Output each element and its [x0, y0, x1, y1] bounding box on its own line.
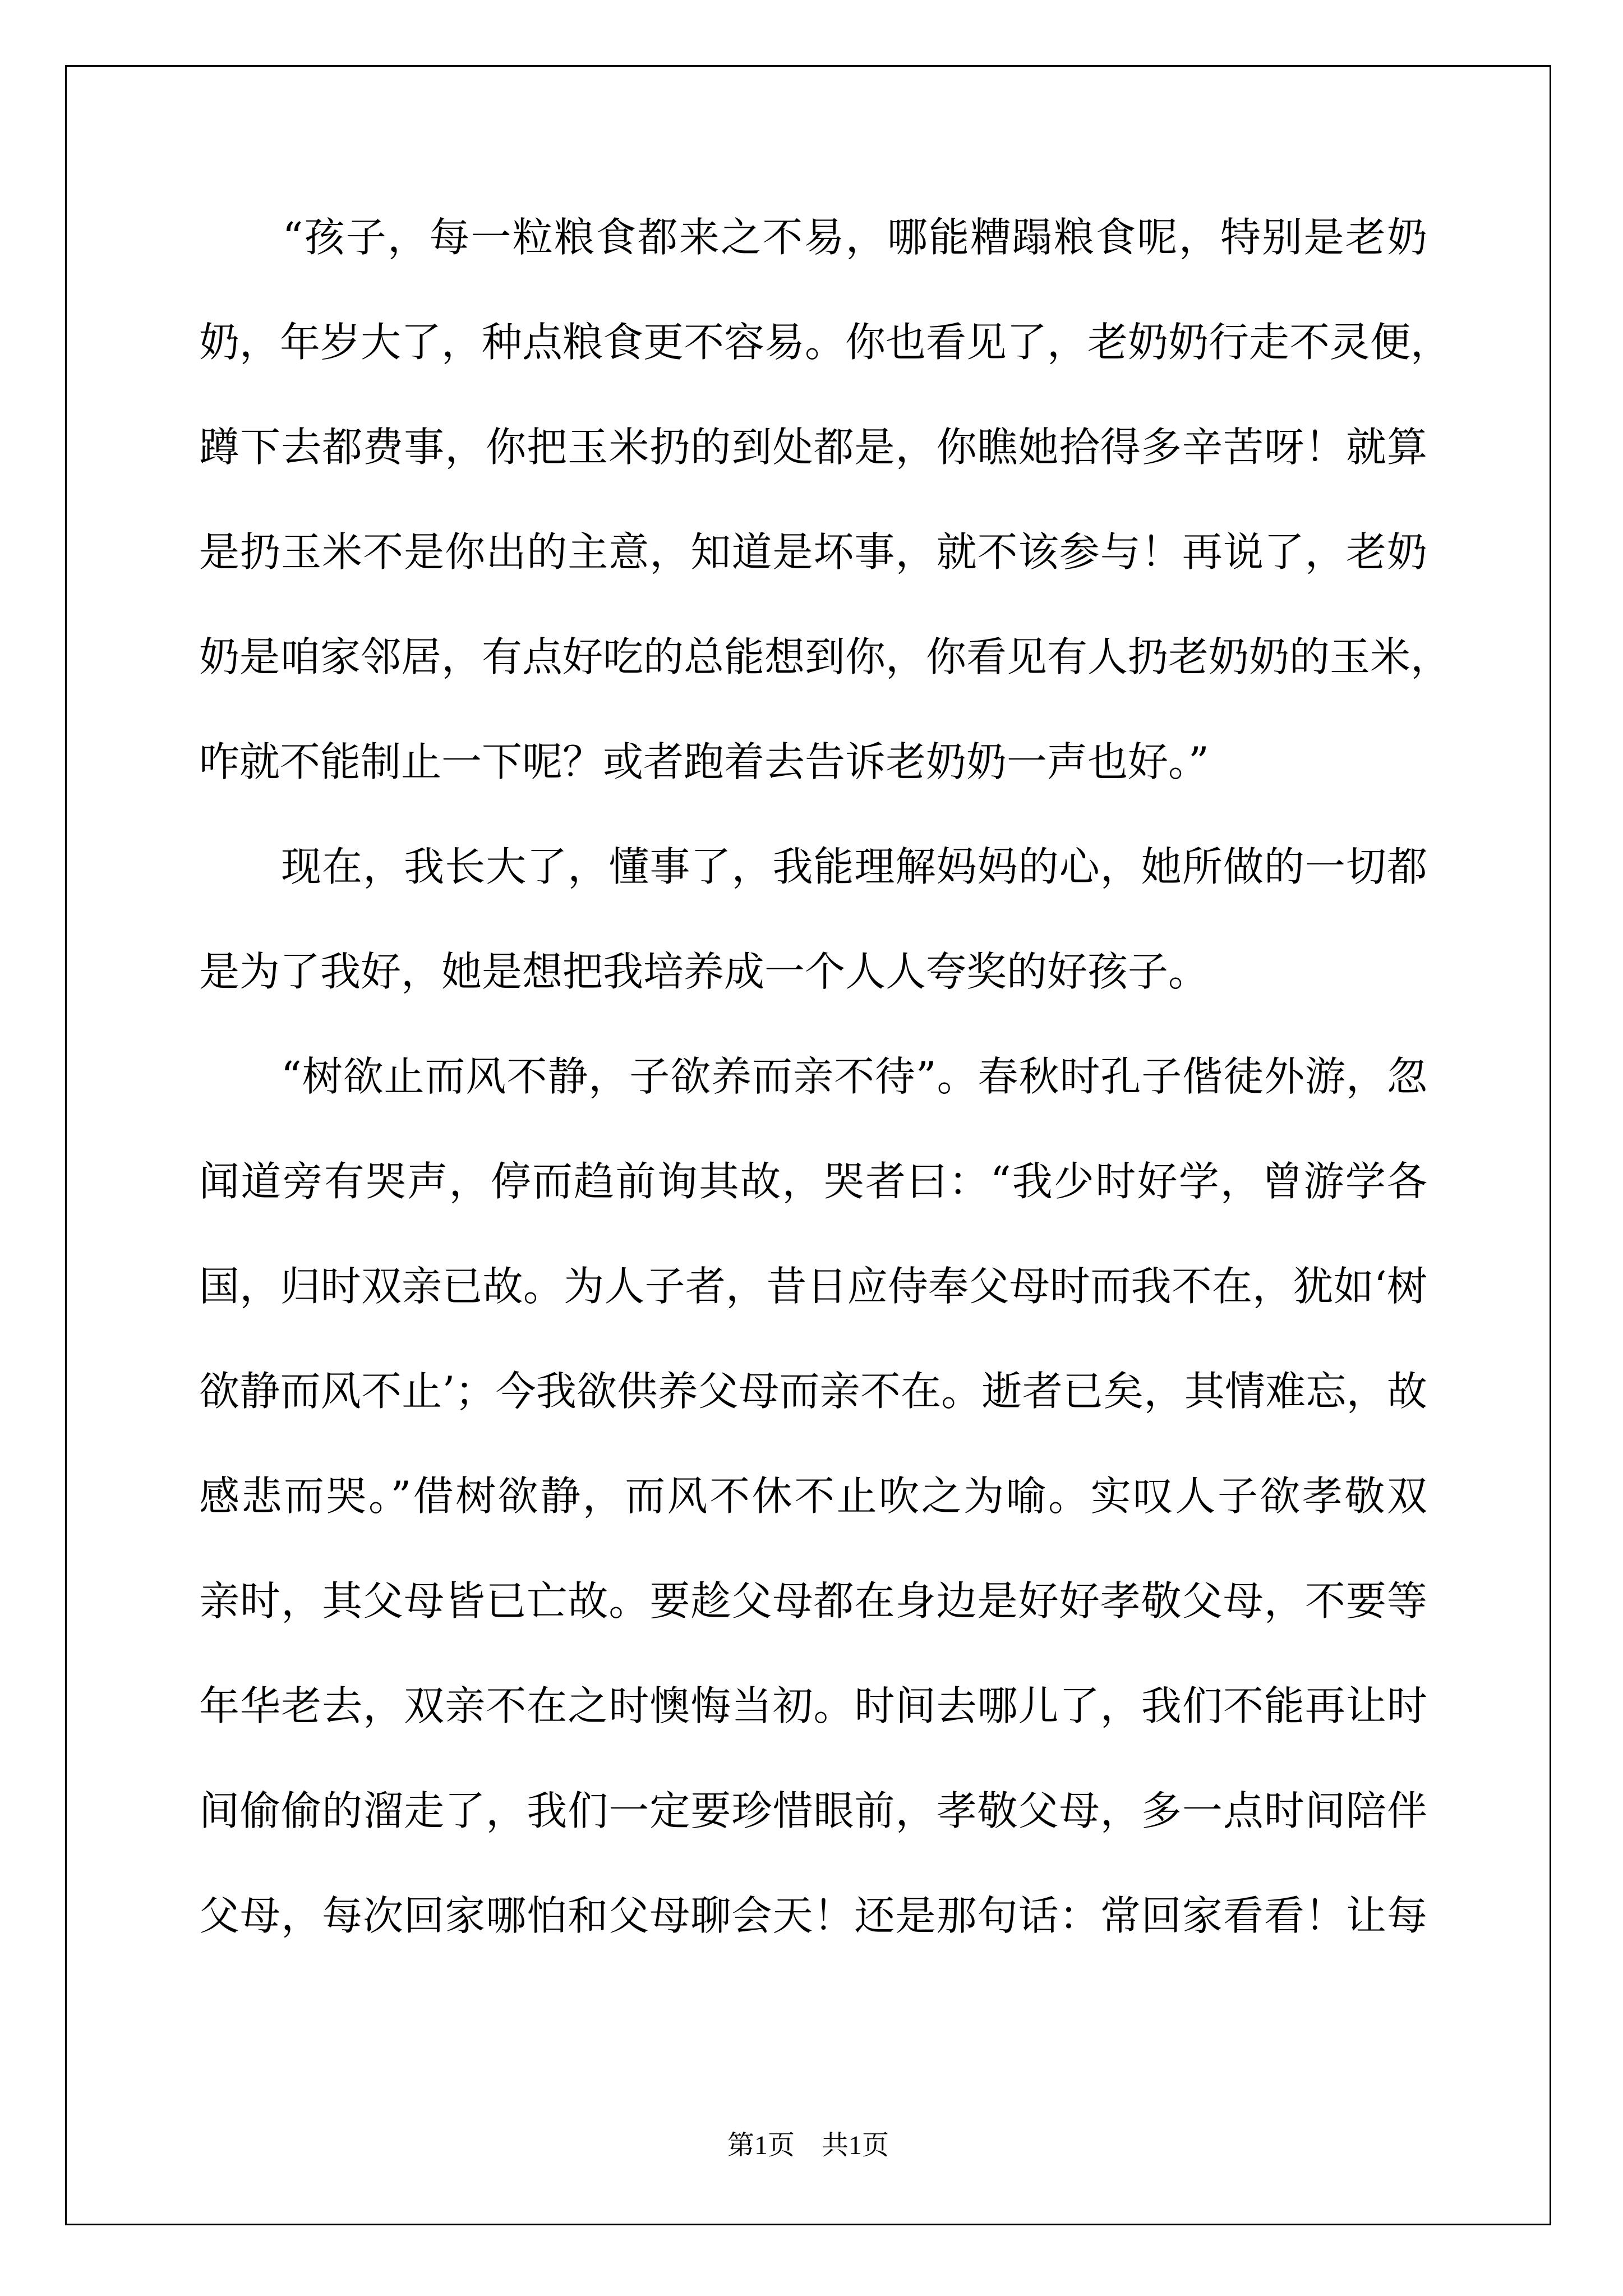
text-line: 奶，年岁大了，种点粮食更不容易。你也看见了，老奶奶行走不灵便， — [199, 319, 1451, 366]
paragraph-3 — [199, 1024, 1427, 1968]
text-line: 是扔玉米不是你出的主意，知道是坏事，就不该参与！再说了，老奶 — [199, 528, 1427, 576]
paragraph-1 — [199, 185, 1451, 815]
text-line: 国，归时双亲已故。为人子者，昔日应侍奉父母时而我不在，犹如‘树 — [199, 1263, 1427, 1310]
text-line: 是为了我好，她是想把我培养成一个人人夸奖的好孩子。 — [199, 948, 1209, 995]
text-line: 感悲而哭。”借树欲静，而风不休不止吹之为喻。实叹人子欲孝敬双 — [199, 1473, 1427, 1520]
document-body — [199, 185, 1451, 1968]
text-line: 蹲下去都费事，你把玉米扔的到处都是，你瞧她拾得多辛苦呀！就算 — [199, 424, 1427, 471]
text-line: 奶是咱家邻居，有点好吃的总能想到你，你看见有人扔老奶奶的玉米， — [199, 633, 1451, 680]
text-line: 父母，每次回家哪怕和父母聊会天！还是那句话：常回家看看！让每 — [199, 1892, 1427, 1939]
text-line: “树欲止而风不静，子欲养而亲不待”。春秋时孔子偕徒外游，忽 — [199, 1053, 1427, 1100]
text-line: 闻道旁有哭声，停而趋前询其故，哭者曰：“我少时好学，曾游学各 — [199, 1158, 1427, 1205]
text-line: 年华老去，双亲不在之时懊悔当初。时间去哪儿了，我们不能再让时 — [199, 1682, 1427, 1729]
text-line: “孩子，每一粒粮食都来之不易，哪能糟蹋粮食呢，特别是老奶 — [199, 214, 1427, 261]
text-line: 间偷偷的溜走了，我们一定要珍惜眼前，孝敬父母，多一点时间陪伴 — [199, 1787, 1427, 1834]
text-line: 咋就不能制止一下呢？或者跑着去告诉老奶奶一声也好。” — [199, 738, 1209, 785]
text-line: 欲静而风不止’；今我欲供养父母而亲不在。逝者已矣，其情难忘，故 — [199, 1368, 1427, 1415]
paragraph-2 — [199, 815, 1427, 1024]
text-line: 现在，我长大了，懂事了，我能理解妈妈的心，她所做的一切都 — [199, 843, 1427, 890]
text-line: 亲时，其父母皆已亡故。要趁父母都在身边是好好孝敬父母，不要等 — [199, 1577, 1427, 1625]
page-number-footer: 第1页 共1页 — [727, 2131, 889, 2160]
